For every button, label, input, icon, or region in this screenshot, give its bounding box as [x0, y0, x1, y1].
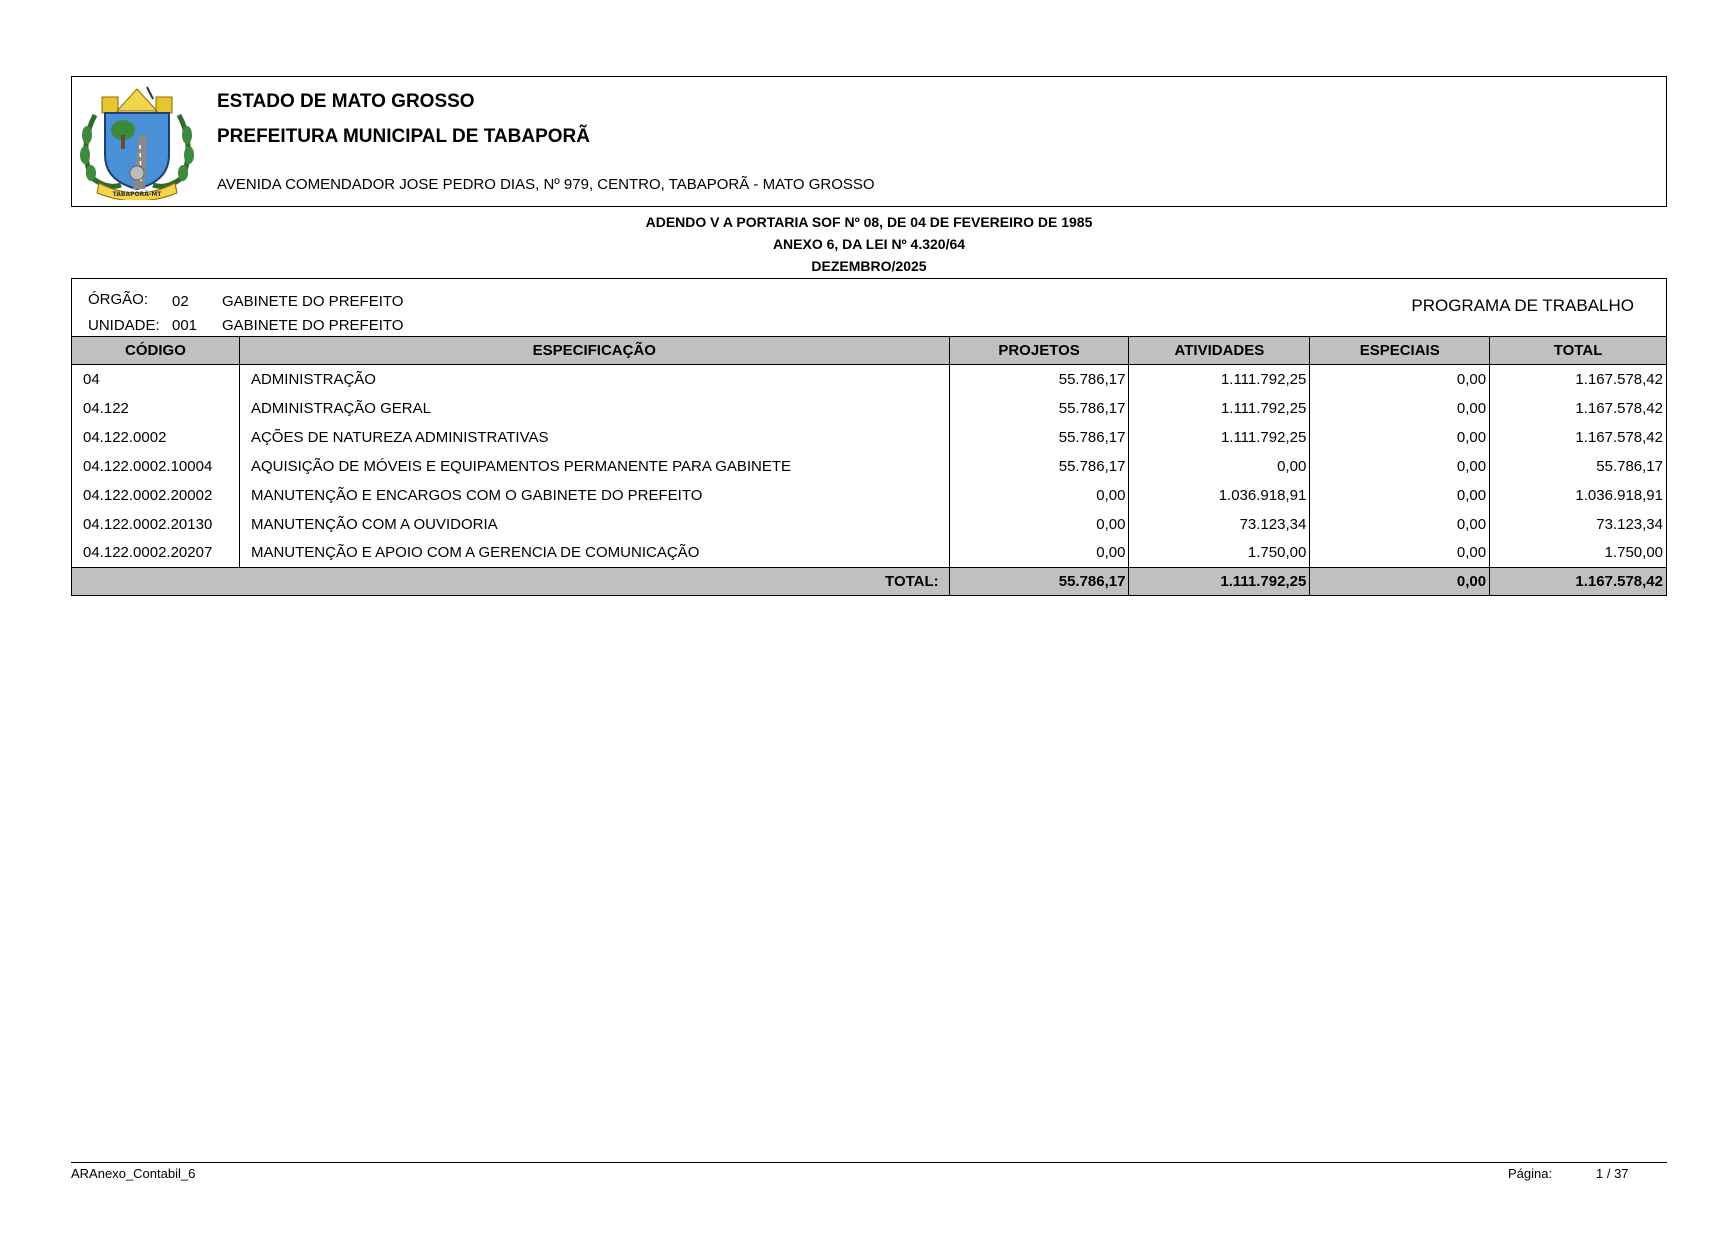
subtitle-anexo: ANEXO 6, DA LEI Nº 4.320/64: [772, 236, 966, 252]
col-header-total: TOTAL: [1490, 337, 1667, 365]
cell-especiais: 0,00: [1310, 510, 1490, 539]
document-header: [71, 76, 1667, 207]
cell-total: 1.167.578,42: [1490, 423, 1667, 452]
unidade-label: UNIDADE:: [88, 317, 160, 334]
cell-atividades: 73.123,34: [1129, 510, 1310, 539]
cell-especificacao: MANUTENÇÃO COM A OUVIDORIA: [239, 510, 949, 539]
col-header-especificacao: ESPECIFICAÇÃO: [239, 337, 949, 365]
total-label: TOTAL:: [72, 568, 950, 596]
cell-total: 1.167.578,42: [1490, 394, 1667, 423]
col-header-projetos: PROJETOS: [949, 337, 1129, 365]
municipal-crest-icon: [77, 85, 197, 200]
cell-especiais: 0,00: [1310, 365, 1490, 394]
total-atividades: 1.111.792,25: [1129, 568, 1310, 596]
table-row: [72, 481, 1667, 510]
cell-especificacao: AQUISIÇÃO DE MÓVEIS E EQUIPAMENTOS PERMANENTE PARA GABINETE: [239, 452, 949, 481]
page-label: Página:: [1508, 1166, 1553, 1181]
cell-especificacao: ADMINISTRAÇÃO: [239, 365, 949, 394]
page-number: 1 / 37: [1596, 1166, 1629, 1181]
cell-projetos: 55.786,17: [949, 394, 1129, 423]
cell-codigo: 04.122.0002.10004: [72, 452, 240, 481]
cell-especiais: 0,00: [1310, 394, 1490, 423]
cell-codigo: 04.122.0002.20207: [72, 539, 240, 568]
table-total-row: [72, 568, 1667, 596]
table-row: [72, 423, 1667, 452]
cell-atividades: 1.036.918,91: [1129, 481, 1310, 510]
footer-divider: [71, 1162, 1667, 1163]
col-header-atividades: ATIVIDADES: [1129, 337, 1310, 365]
cell-total: 1.167.578,42: [1490, 365, 1667, 394]
cell-projetos: 0,00: [949, 481, 1129, 510]
cell-especificacao: MANUTENÇÃO E APOIO COM A GERENCIA DE COMUNICAÇÃO: [239, 539, 949, 568]
cell-atividades: 0,00: [1129, 452, 1310, 481]
work-program-table: [71, 336, 1667, 596]
table-header-row: [72, 337, 1667, 365]
table-row: [72, 394, 1667, 423]
prefecture-name: PREFEITURA MUNICIPAL DE TABAPORÃ: [217, 126, 590, 147]
cell-total: 73.123,34: [1490, 510, 1667, 539]
table-row: [72, 452, 1667, 481]
cell-projetos: 0,00: [949, 510, 1129, 539]
organization-info: [71, 278, 1667, 336]
subtitle-period: DEZEMBRO/2025: [811, 258, 927, 274]
report-name: ARAnexo_Contabil_6: [71, 1166, 196, 1181]
cell-atividades: 1.111.792,25: [1129, 423, 1310, 452]
cell-projetos: 0,00: [949, 539, 1129, 568]
crest-ribbon-text: TABAPORÃ-MT: [112, 191, 162, 198]
cell-projetos: 55.786,17: [949, 423, 1129, 452]
cell-especificacao: AÇÕES DE NATUREZA ADMINISTRATIVAS: [239, 423, 949, 452]
cell-especiais: 0,00: [1310, 481, 1490, 510]
cell-especificacao: MANUTENÇÃO E ENCARGOS COM O GABINETE DO PREFEITO: [239, 481, 949, 510]
orgao-name: GABINETE DO PREFEITO: [222, 293, 404, 310]
cell-especiais: 0,00: [1310, 423, 1490, 452]
unidade-name: GABINETE DO PREFEITO: [222, 317, 404, 334]
cell-codigo: 04.122: [72, 394, 240, 423]
cell-total: 1.036.918,91: [1490, 481, 1667, 510]
unidade-code: 001: [172, 317, 198, 334]
cell-especificacao: ADMINISTRAÇÃO GERAL: [239, 394, 949, 423]
cell-especiais: 0,00: [1310, 452, 1490, 481]
program-title: PROGRAMA DE TRABALHO: [1411, 296, 1634, 315]
cell-codigo: 04.122.0002.20002: [72, 481, 240, 510]
subtitle-portaria: ADENDO V A PORTARIA SOF Nº 08, DE 04 DE FEVEREIRO DE 1985: [645, 214, 1093, 230]
address: AVENIDA COMENDADOR JOSE PEDRO DIAS, Nº 979, CENTRO, TABAPORÃ - MATO GROSSO: [217, 176, 875, 193]
cell-especiais: 0,00: [1310, 539, 1490, 568]
orgao-code: 02: [172, 293, 189, 310]
total-projetos: 55.786,17: [949, 568, 1129, 596]
cell-atividades: 1.111.792,25: [1129, 365, 1310, 394]
col-header-codigo: CÓDIGO: [72, 337, 240, 365]
table-row: [72, 365, 1667, 394]
total-especiais: 0,00: [1310, 568, 1490, 596]
cell-codigo: 04: [72, 365, 240, 394]
cell-projetos: 55.786,17: [949, 452, 1129, 481]
cell-total: 55.786,17: [1490, 452, 1667, 481]
cell-codigo: 04.122.0002.20130: [72, 510, 240, 539]
state-name: ESTADO DE MATO GROSSO: [217, 91, 475, 112]
cell-atividades: 1.750,00: [1129, 539, 1310, 568]
orgao-label: ÓRGÃO:: [88, 291, 149, 308]
cell-projetos: 55.786,17: [949, 365, 1129, 394]
report-subtitles: [71, 211, 1667, 277]
table-row: [72, 539, 1667, 568]
col-header-especiais: ESPECIAIS: [1310, 337, 1490, 365]
cell-atividades: 1.111.792,25: [1129, 394, 1310, 423]
cell-total: 1.750,00: [1490, 539, 1667, 568]
total-geral: 1.167.578,42: [1490, 568, 1667, 596]
cell-codigo: 04.122.0002: [72, 423, 240, 452]
table-row: [72, 510, 1667, 539]
